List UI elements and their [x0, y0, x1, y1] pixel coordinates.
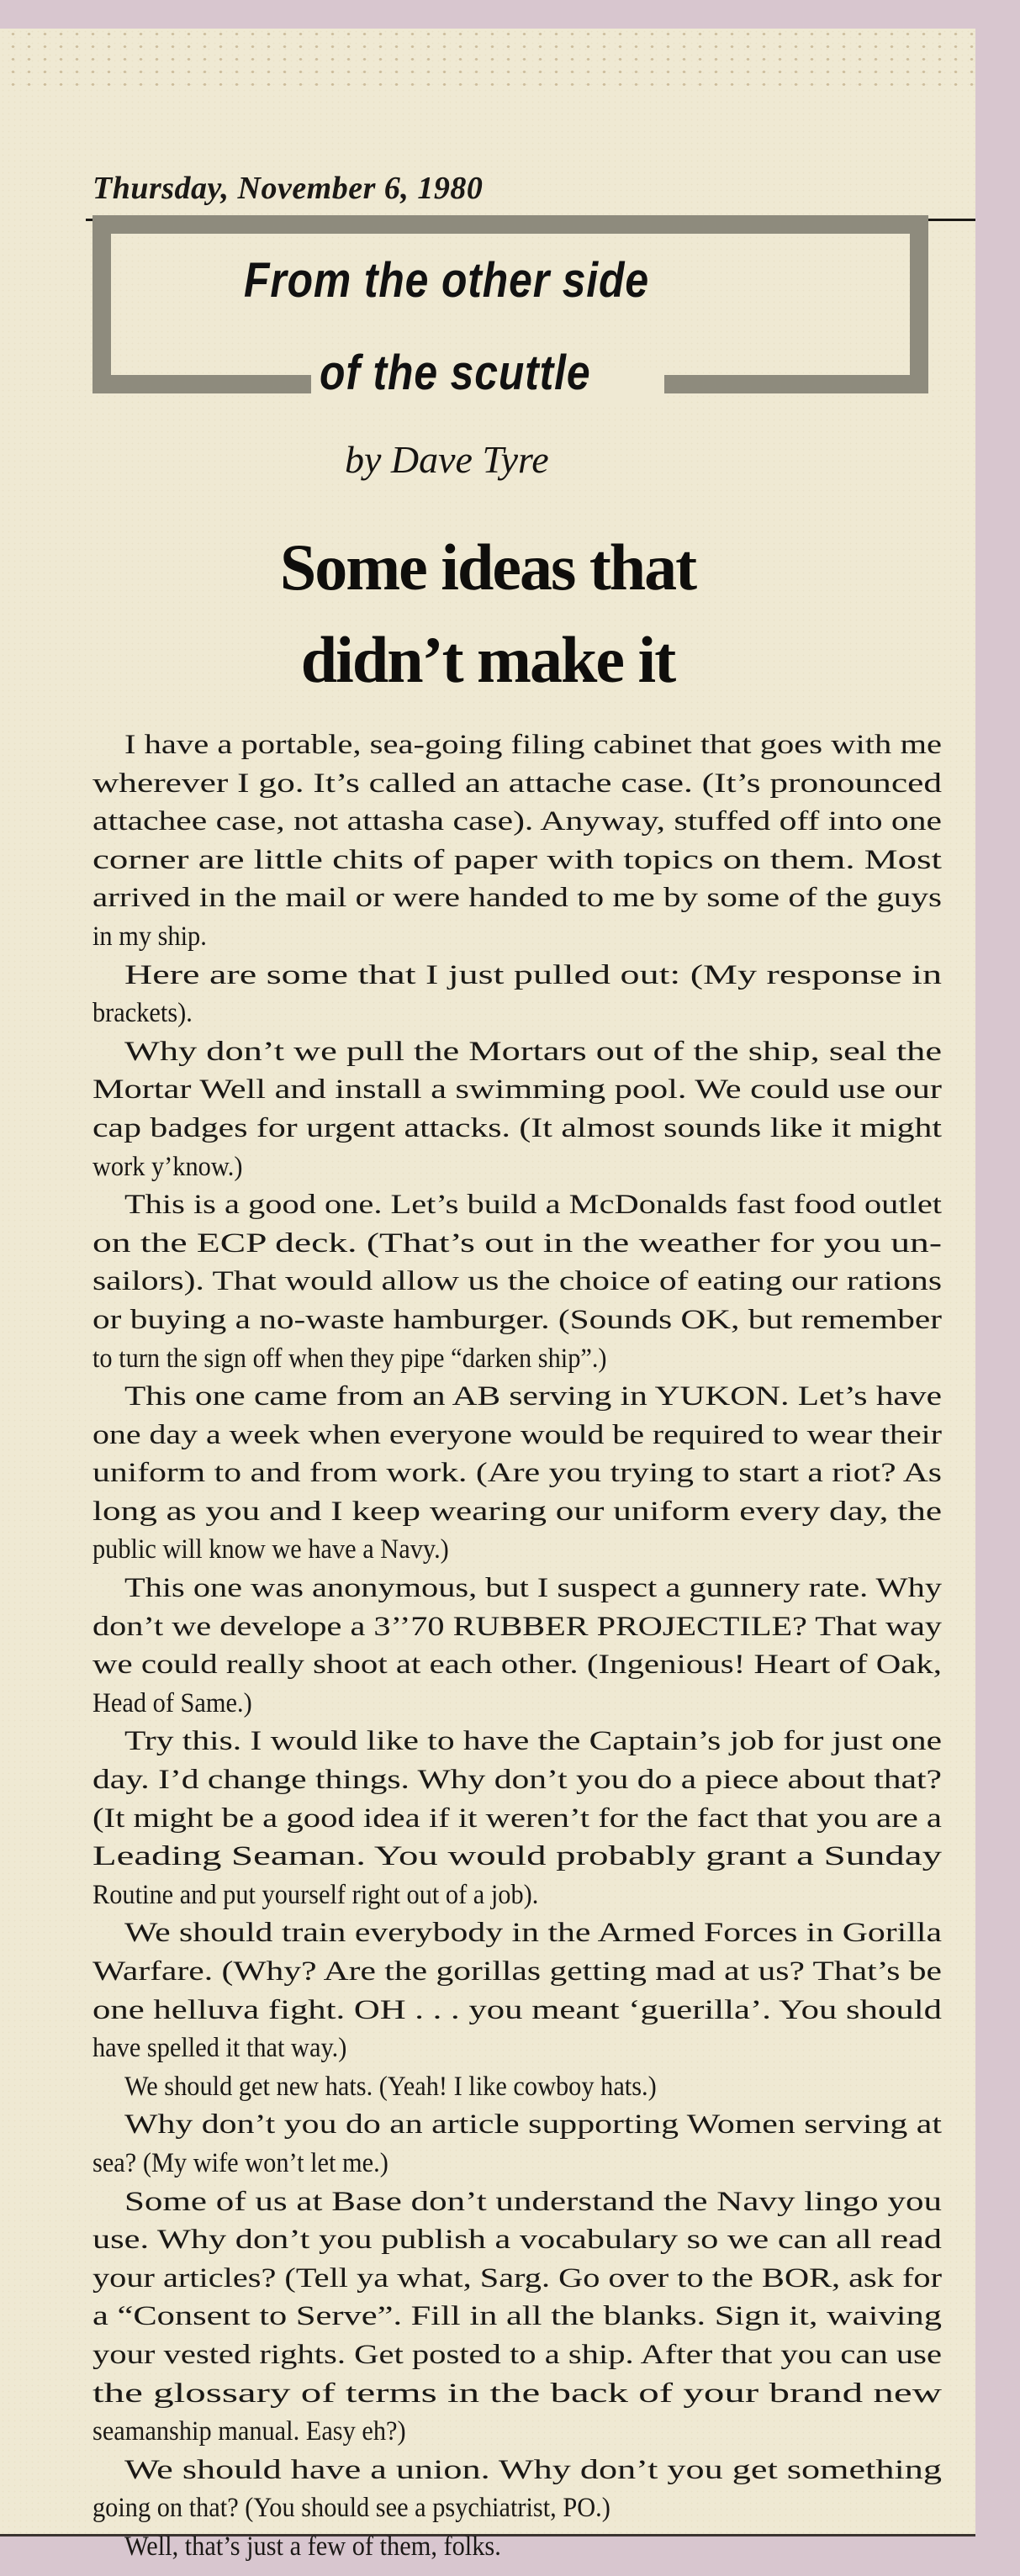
- paragraph: [92, 1570, 942, 1723]
- text-line: This is a good one. Let’s build a McDonalds fast food outlet: [124, 1190, 942, 1221]
- text-line: Mortar Well and install a swimming pool. We could use our: [92, 1074, 942, 1106]
- text-line: the glossary of terms in the back of your brand new: [92, 2378, 942, 2409]
- text-line: Try this. I would like to have the Captain’s job for just one: [124, 1726, 942, 1757]
- text-line: or buying a no-waste hamburger. (Sounds OK, but remember: [92, 1304, 942, 1335]
- text-line: wherever I go. It’s called an attache case. (It’s pronounced: [92, 768, 942, 799]
- perforated-edge: [0, 29, 975, 87]
- text-line: we could really shoot at each other. (Ingenious! Heart of Oak,: [92, 1650, 942, 1681]
- paragraph: [92, 2452, 942, 2528]
- text-line: work y’know.): [92, 1151, 243, 1182]
- text-line: Leading Seaman. You would probably grant a Sunday: [92, 1841, 942, 1872]
- byline: by Dave Tyre: [345, 438, 549, 481]
- paragraph: [92, 2068, 942, 2107]
- issue-date: Thursday, November 6, 1980: [92, 171, 484, 206]
- text-line: Why don’t you do an article supporting Women serving at: [124, 2109, 942, 2141]
- text-line: I have a portable, sea-going filing cabinet that goes with me: [124, 730, 942, 760]
- text-line: arrived in the mail or were handed to me by some of the guys: [92, 883, 942, 914]
- text-line: cap badges for urgent attacks. (It almost sounds like it might: [92, 1112, 942, 1143]
- headline-line-2: didn’t make it: [300, 623, 675, 696]
- paragraph: [92, 1033, 942, 1186]
- text-line: sailors). That would allow us the choice of eating our rations: [92, 1266, 942, 1297]
- text-line: seamanship manual. Easy eh?): [92, 2416, 406, 2447]
- text-line: (It might be a good idea if it weren’t for the fact that you are a: [92, 1803, 942, 1834]
- paragraph: [92, 1723, 942, 1914]
- paragraph: [92, 2528, 942, 2567]
- text-line: sea? (My wife won’t let me.): [92, 2147, 388, 2178]
- column-title-line-1: From the other side: [244, 253, 649, 308]
- text-line: in my ship.: [92, 921, 207, 952]
- text-line: your articles? (Tell ya what, Sarg. Go over to the BOR, ask for: [92, 2262, 942, 2294]
- text-line: day. I’d change things. Why don’t you do a piece about that?: [92, 1765, 942, 1796]
- text-line: uniform to and from work. (Are you trying to start a riot? As: [92, 1458, 942, 1489]
- paragraph: [92, 1186, 942, 1378]
- text-line: Well, that’s just a few of them, folks.: [124, 2531, 501, 2562]
- text-line: your vested rights. Get posted to a ship. After that you can use: [92, 2339, 942, 2370]
- text-line: This one came from an AB serving in YUKON. Let’s have: [124, 1381, 942, 1412]
- text-line: public will know we have a Navy.): [92, 1534, 449, 1565]
- text-line: to turn the sign off when they pipe “darken ship”.): [92, 1343, 607, 1374]
- text-line: don’t we develope a 3’’70 RUBBER PROJECTILE? That way: [92, 1611, 942, 1642]
- paragraph: [92, 957, 942, 1033]
- text-line: one day a week when everyone would be required to wear their: [92, 1419, 942, 1450]
- paragraph: [92, 1914, 942, 2067]
- text-line: Some of us at Base don’t understand the Navy lingo you: [124, 2186, 942, 2217]
- text-line: We should have a union. Why don’t you get something: [124, 2454, 942, 2485]
- text-line: This one was anonymous, but I suspect a gunnery rate. Why: [124, 1573, 942, 1604]
- text-line: one helluva fight. OH . . . you meant ‘guerilla’. You should: [92, 1994, 942, 2025]
- text-line: on the ECP deck. (That’s out in the weather for you un-: [92, 1227, 942, 1259]
- article-body: [92, 726, 942, 2567]
- text-line: use. Why don’t you publish a vocabulary so we can all read: [92, 2225, 942, 2256]
- text-line: Here are some that I just pulled out: (My response in: [124, 959, 942, 990]
- text-line: We should train everybody in the Armed Forces in Gorilla: [124, 1918, 942, 1949]
- text-line: Routine and put yourself right out of a job).: [92, 1879, 539, 1910]
- text-line: We should get new hats. (Yeah! I like cowboy hats.): [124, 2071, 657, 2102]
- text-line: long as you and I keep wearing our uniform every day, the: [92, 1496, 942, 1527]
- paragraph: [92, 726, 942, 957]
- text-line: a “Consent to Serve”. Fill in all the blanks. Sign it, waiving: [92, 2301, 942, 2332]
- text-line: corner are little chits of paper with topics on them. Most: [92, 844, 942, 875]
- paragraph: [92, 2106, 942, 2183]
- text-line: Why don’t we pull the Mortars out of the ship, seal the: [124, 1036, 942, 1067]
- text-line: brackets).: [92, 998, 193, 1029]
- headline-line-1: Some ideas that: [279, 531, 696, 604]
- paragraph: [92, 1378, 942, 1570]
- text-line: going on that? (You should see a psychiatrist, PO.): [92, 2493, 610, 2524]
- text-line: have spelled it that way.): [92, 2033, 347, 2064]
- text-line: attachee case, not attasha case). Anyway, stuffed off into one: [92, 806, 942, 837]
- paragraph: [92, 2183, 942, 2452]
- column-title-line-2: of the scuttle: [320, 346, 591, 400]
- text-line: Head of Same.): [92, 1687, 252, 1718]
- text-line: Warfare. (Why? Are the gorillas getting mad at us? That’s be: [92, 1956, 942, 1987]
